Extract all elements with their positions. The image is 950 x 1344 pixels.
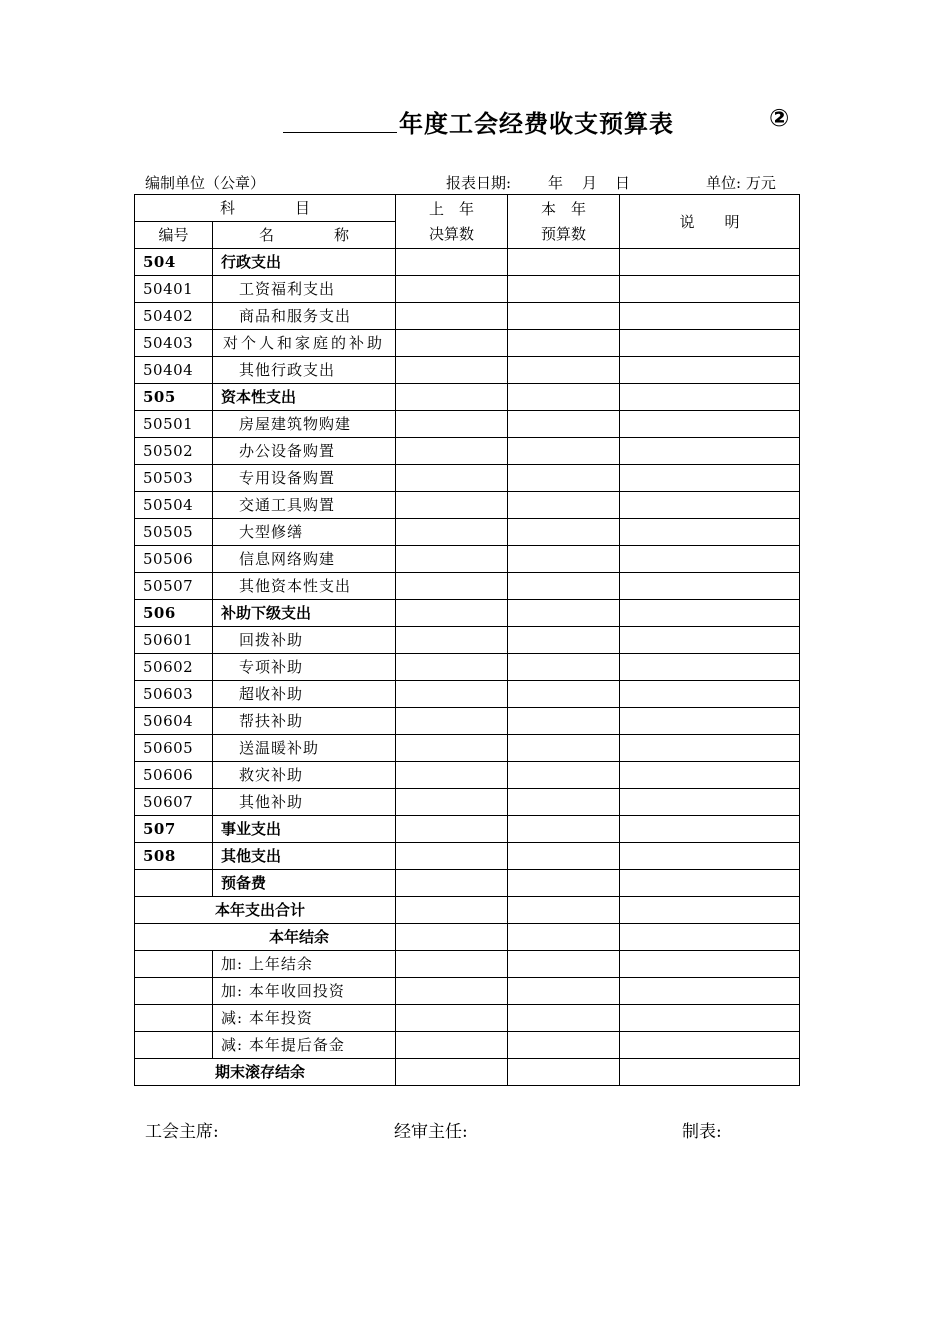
note-cell[interactable] [620,330,800,357]
this-year-cell[interactable] [508,276,620,303]
ending-row [135,1059,800,1086]
this-year-cell[interactable] [508,573,620,600]
note-cell[interactable] [620,654,800,681]
row-code [135,978,213,1005]
table-row [135,573,800,600]
note-cell[interactable] [620,519,800,546]
table-row [135,735,800,762]
last-year-cell[interactable] [396,276,508,303]
last-year-cell[interactable] [396,573,508,600]
last-year-cell[interactable] [396,519,508,546]
table-row [135,843,800,870]
table-row [135,303,800,330]
this-year-cell[interactable] [508,1005,620,1032]
row-code: 50506 [135,546,213,573]
last-year-cell[interactable] [396,1032,508,1059]
row-code [135,870,213,897]
this-year-cell[interactable] [508,789,620,816]
note-cell[interactable] [620,978,800,1005]
budget-table [134,194,800,1086]
row-name: 对个人和家庭的补助 [213,330,396,357]
last-year-cell[interactable] [396,465,508,492]
last-year-cell[interactable] [396,951,508,978]
row-code: 507 [135,816,213,843]
last-year-cell[interactable] [396,546,508,573]
row-code: 50403 [135,330,213,357]
last-year-cell[interactable] [396,978,508,1005]
note-cell[interactable] [620,789,800,816]
table-row [135,249,800,276]
row-name: 回拨补助 [213,627,396,654]
row-name: 专项补助 [213,654,396,681]
last-year-cell[interactable] [396,1005,508,1032]
last-year-cell[interactable] [396,897,508,924]
table-row [135,357,800,384]
note-cell[interactable] [620,627,800,654]
this-year-cell[interactable] [508,735,620,762]
this-year-cell[interactable] [508,330,620,357]
note-header: 说 明 [620,195,800,249]
this-year-header-line1: 本 年 [541,199,587,218]
last-year-cell[interactable] [396,789,508,816]
note-cell[interactable] [620,1059,800,1086]
last-year-cell[interactable] [396,330,508,357]
this-year-cell[interactable] [508,897,620,924]
note-cell[interactable] [620,357,800,384]
this-year-cell[interactable] [508,600,620,627]
row-name: 事业支出 [213,816,396,843]
this-year-cell[interactable] [508,1032,620,1059]
balance-row [135,924,800,951]
ending-row-label: 期末滚存结余 [135,1059,396,1086]
this-year-cell[interactable] [508,438,620,465]
row-code [135,1005,213,1032]
table-row [135,465,800,492]
this-year-cell[interactable] [508,384,620,411]
minus-invest-row-label: 减: 本年投资 [213,1005,396,1032]
subject-header: 科 目 [135,195,396,222]
last-year-cell[interactable] [396,411,508,438]
row-name: 其他补助 [213,789,396,816]
table-row [135,654,800,681]
row-name: 房屋建筑物购建 [213,411,396,438]
total-row-label: 本年支出合计 [135,897,396,924]
this-year-header [508,195,620,249]
total-row [135,897,800,924]
row-name: 资本性支出 [213,384,396,411]
circled-number-mark: ② [769,104,790,132]
row-name: 救灾补助 [213,762,396,789]
row-code: 508 [135,843,213,870]
note-cell[interactable] [620,924,800,951]
note-cell[interactable] [620,411,800,438]
this-year-cell[interactable] [508,627,620,654]
last-year-cell[interactable] [396,735,508,762]
this-year-cell[interactable] [508,249,620,276]
minus-reserve-row-label: 减: 本年提后备金 [213,1032,396,1059]
row-name: 送温暖补助 [213,735,396,762]
row-code: 50607 [135,789,213,816]
table-row [135,600,800,627]
note-cell[interactable] [620,249,800,276]
row-code: 50605 [135,735,213,762]
last-year-cell[interactable] [396,600,508,627]
this-year-cell[interactable] [508,546,620,573]
last-year-header [396,195,508,249]
this-year-cell[interactable] [508,708,620,735]
currency-label: 单位: 万元 [706,174,776,192]
last-year-cell[interactable] [396,438,508,465]
table-row [135,546,800,573]
this-year-cell[interactable] [508,924,620,951]
table-row [135,762,800,789]
table-row [135,330,800,357]
table-row [135,870,800,897]
this-year-cell[interactable] [508,843,620,870]
date-label: 报表日期: [446,174,512,192]
note-cell[interactable] [620,816,800,843]
table-row [135,519,800,546]
note-cell[interactable] [620,762,800,789]
last-year-cell[interactable] [396,816,508,843]
add-last-row-label: 加: 上年结余 [213,951,396,978]
row-name: 其他支出 [213,843,396,870]
this-year-cell[interactable] [508,654,620,681]
code-header: 编号 [135,222,213,249]
table-row [135,492,800,519]
note-cell[interactable] [620,546,800,573]
this-year-cell[interactable] [508,465,620,492]
note-cell[interactable] [620,465,800,492]
balance-row-label: 本年结余 [135,924,396,951]
this-year-cell[interactable] [508,816,620,843]
date-year: 年 [548,174,564,192]
row-code: 50507 [135,573,213,600]
header-row-1 [135,195,800,222]
row-name: 专用设备购置 [213,465,396,492]
add-invest-row-label: 加: 本年收回投资 [213,978,396,1005]
this-year-cell[interactable] [508,303,620,330]
table-row [135,384,800,411]
row-code [135,951,213,978]
this-year-header-line2: 预算数 [541,224,587,243]
name-header: 名 称 [213,222,396,249]
last-year-cell[interactable] [396,654,508,681]
last-year-header-line2: 决算数 [429,224,475,243]
table-row [135,681,800,708]
this-year-cell[interactable] [508,978,620,1005]
row-name: 商品和服务支出 [213,303,396,330]
row-name: 其他行政支出 [213,357,396,384]
note-cell[interactable] [620,438,800,465]
note-cell[interactable] [620,897,800,924]
date-day: 日 [615,174,631,192]
last-year-cell[interactable] [396,249,508,276]
note-cell[interactable] [620,492,800,519]
this-year-cell[interactable] [508,870,620,897]
row-code: 50604 [135,708,213,735]
last-year-cell[interactable] [396,303,508,330]
row-code: 504 [135,249,213,276]
last-year-cell[interactable] [396,1059,508,1086]
last-year-cell[interactable] [396,681,508,708]
last-year-cell[interactable] [396,762,508,789]
last-year-cell[interactable] [396,357,508,384]
row-name: 大型修缮 [213,519,396,546]
row-name: 其他资本性支出 [213,573,396,600]
note-cell[interactable] [620,681,800,708]
note-cell[interactable] [620,600,800,627]
row-name: 信息网络购建 [213,546,396,573]
row-code: 50501 [135,411,213,438]
date-month: 月 [582,174,598,192]
this-year-cell[interactable] [508,1059,620,1086]
note-cell[interactable] [620,843,800,870]
row-name: 办公设备购置 [213,438,396,465]
row-name: 工资福利支出 [213,276,396,303]
add-last-row [135,951,800,978]
row-code: 50601 [135,627,213,654]
unit-label: 编制单位（公章） [145,174,266,192]
add-invest-row [135,978,800,1005]
row-code: 50404 [135,357,213,384]
table-row [135,627,800,654]
row-code: 505 [135,384,213,411]
last-year-cell[interactable] [396,384,508,411]
last-year-header-line1: 上 年 [429,199,475,218]
row-code: 506 [135,600,213,627]
last-year-cell[interactable] [396,492,508,519]
table-row [135,816,800,843]
row-name: 交通工具购置 [213,492,396,519]
note-cell[interactable] [620,303,800,330]
title-text: 年度工会经费收支预算表 [399,110,674,138]
row-name: 预备费 [213,870,396,897]
this-year-cell[interactable] [508,762,620,789]
last-year-cell[interactable] [396,843,508,870]
chairman-signature: 工会主席: [145,1122,219,1142]
row-code: 50502 [135,438,213,465]
note-cell[interactable] [620,708,800,735]
table-row [135,438,800,465]
row-code: 50504 [135,492,213,519]
note-cell[interactable] [620,573,800,600]
last-year-cell[interactable] [396,708,508,735]
table-row [135,411,800,438]
row-code: 50602 [135,654,213,681]
note-cell[interactable] [620,384,800,411]
row-code: 50606 [135,762,213,789]
minus-invest-row [135,1005,800,1032]
row-code: 50503 [135,465,213,492]
this-year-cell[interactable] [508,519,620,546]
this-year-cell[interactable] [508,357,620,384]
row-name: 超收补助 [213,681,396,708]
row-code: 50401 [135,276,213,303]
note-cell[interactable] [620,1005,800,1032]
minus-reserve-row [135,1032,800,1059]
table-row [135,708,800,735]
row-code: 50505 [135,519,213,546]
note-cell[interactable] [620,1032,800,1059]
row-name: 行政支出 [213,249,396,276]
year-blank-line[interactable] [283,132,397,133]
row-name: 补助下级支出 [213,600,396,627]
note-cell[interactable] [620,951,800,978]
last-year-cell[interactable] [396,924,508,951]
preparer-signature: 制表: [682,1122,722,1142]
last-year-cell[interactable] [396,627,508,654]
row-name: 帮扶补助 [213,708,396,735]
this-year-cell[interactable] [508,951,620,978]
table-row [135,789,800,816]
row-code: 50402 [135,303,213,330]
row-code [135,1032,213,1059]
this-year-cell[interactable] [508,492,620,519]
note-cell[interactable] [620,735,800,762]
auditor-signature: 经审主任: [394,1122,468,1142]
note-cell[interactable] [620,870,800,897]
page-title [283,102,803,138]
this-year-cell[interactable] [508,681,620,708]
table-row [135,276,800,303]
last-year-cell[interactable] [396,870,508,897]
this-year-cell[interactable] [508,411,620,438]
row-code: 50603 [135,681,213,708]
note-cell[interactable] [620,276,800,303]
